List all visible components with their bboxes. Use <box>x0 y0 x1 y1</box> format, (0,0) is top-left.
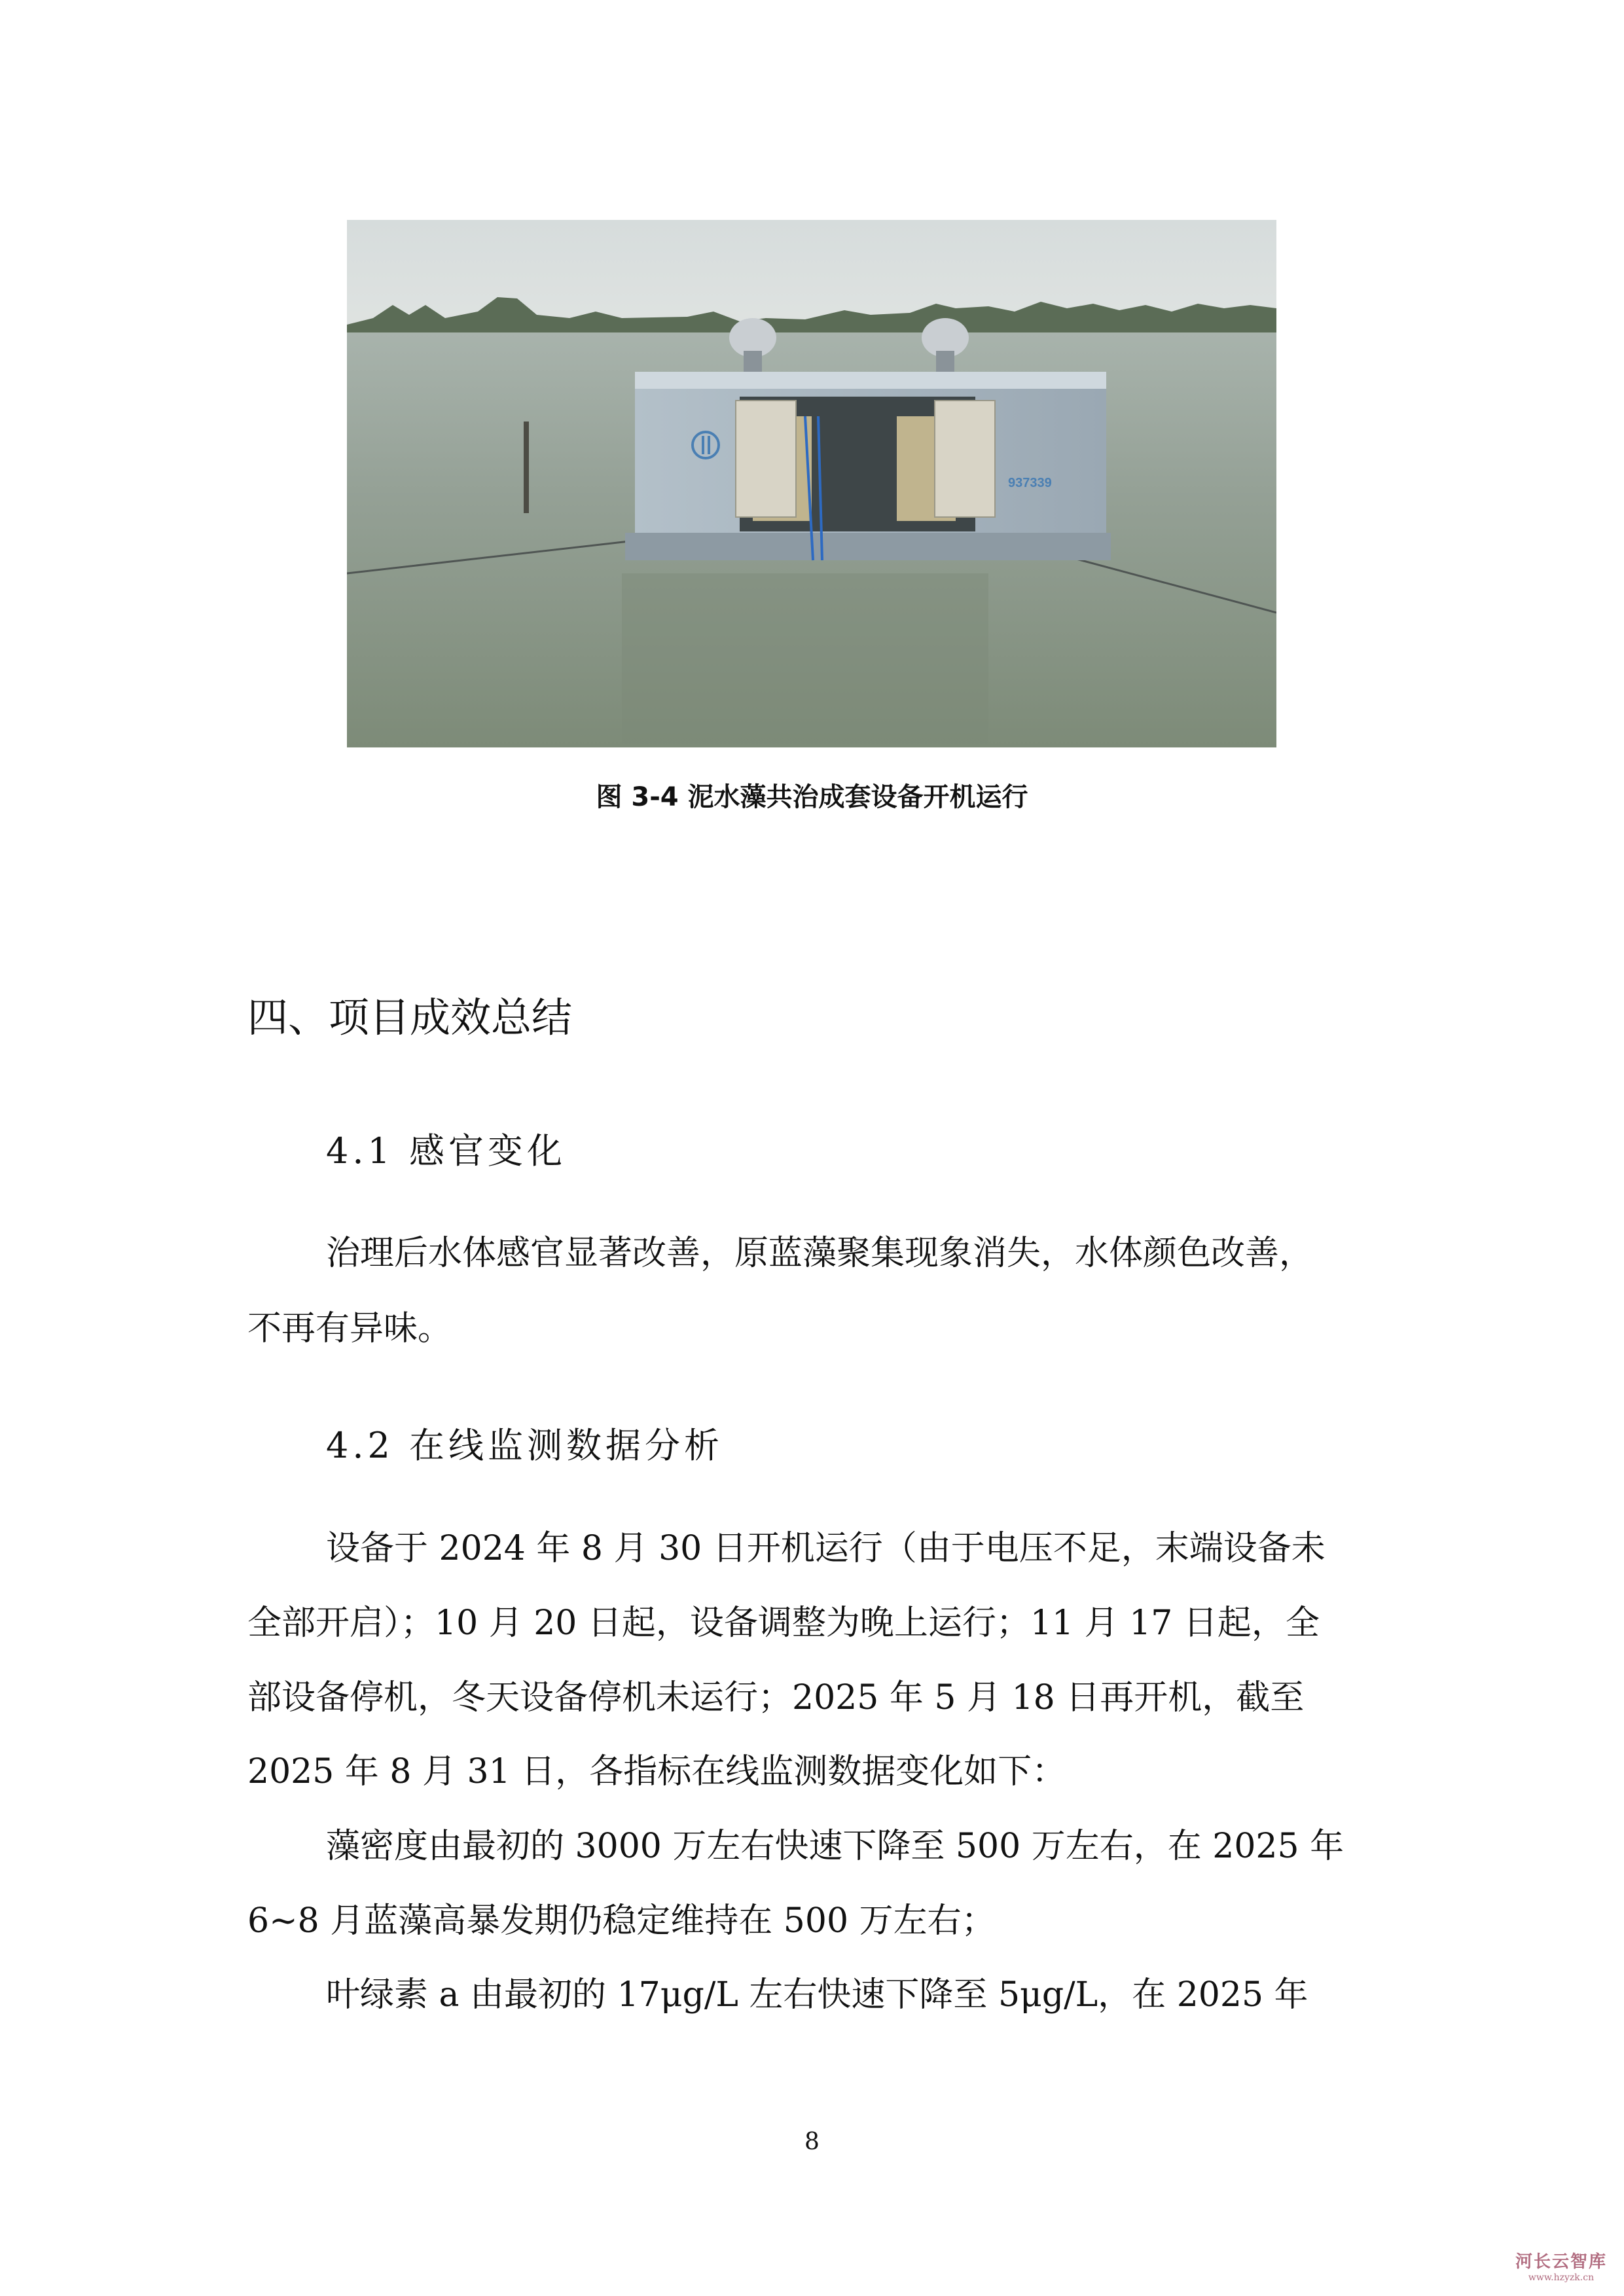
subsection-title: 4.2 在线监测数据分析 <box>326 1425 724 1466</box>
paragraph-line: 叶绿素 a 由最初的 17μg/L 左右快速下降至 5μg/L，在 2025 年 <box>326 1975 1308 2015</box>
paragraph-line: 治理后水体感官显著改善，原蓝藻聚集现象消失，水体颜色改善， <box>326 1234 1314 1273</box>
figure-photo <box>347 220 1276 747</box>
cabin-number: 937339 <box>1008 476 1052 490</box>
page-number: 8 <box>804 2128 820 2155</box>
paragraph-line: 2025 年 8 月 31 日，各指标在线监测数据变化如下： <box>247 1752 1066 1791</box>
paragraph-line: 部设备停机，冬天设备停机未运行；2025 年 5 月 18 日再开机，截至 <box>247 1678 1305 1717</box>
paragraph-line: 藻密度由最初的 3000 万左右快速下降至 500 万左右，在 2025 年 <box>326 1827 1344 1866</box>
section-heading: 四、项目成效总结 <box>247 994 573 1041</box>
figure-caption: 图 3-4 泥水藻共治成套设备开机运行 <box>596 782 1028 812</box>
paragraph-line: 全部开启）；10 月 20 日起，设备调整为晚上运行；11 月 17 日起，全 <box>247 1604 1320 1643</box>
watermark-url: www.hzyzk.cn <box>1528 2272 1595 2283</box>
watermark <box>1515 2248 1607 2283</box>
paragraph-line: 不再有异味。 <box>247 1309 452 1348</box>
paragraph-line: 设备于 2024 年 8 月 30 日开机运行（由于电压不足，末端设备未 <box>326 1529 1326 1568</box>
paragraph-line: 6~8 月蓝藻高暴发期仍稳定维持在 500 万左右； <box>247 1901 996 1941</box>
subsection-title: 4.1 感官变化 <box>326 1130 567 1172</box>
watermark-name: 河长云智库 <box>1515 2252 1607 2272</box>
